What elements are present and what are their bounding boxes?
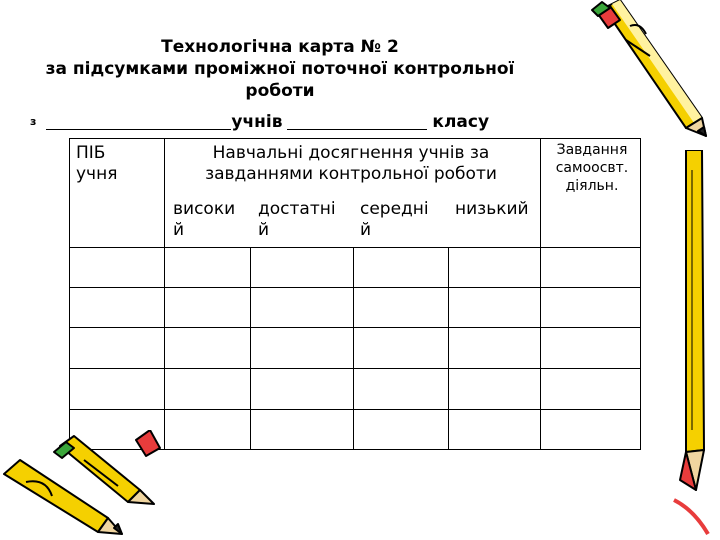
- table-row-line: [70, 287, 640, 288]
- level-sufficient-line-1: достатні: [258, 199, 336, 219]
- document-title: [0, 36, 560, 102]
- title-line-1: Технологічна карта № 2: [161, 37, 399, 57]
- class-line: [30, 112, 489, 132]
- level-sufficient-line-2: й: [258, 220, 270, 240]
- header-achievements-line-2: завданнями контрольної роботи: [205, 164, 497, 184]
- class-blank[interactable]: [287, 115, 427, 130]
- title-line-2: за підсумками проміжної поточної контрольної: [45, 59, 515, 79]
- level-average-line-1: середні: [360, 199, 429, 219]
- grid-line: [448, 247, 449, 449]
- level-high: [173, 199, 235, 241]
- grid-line: [250, 247, 251, 449]
- header-achievements-line-1: Навчальні досягнення учнів за: [212, 143, 490, 163]
- class-prefix: з: [30, 115, 37, 128]
- pencil-bottom-left-icon: [0, 430, 170, 540]
- table-row-line: [70, 409, 640, 410]
- table-row-line: [70, 368, 640, 369]
- title-line-3: роботи: [245, 81, 315, 101]
- header-self-study: [544, 141, 640, 195]
- level-high-line-2: й: [173, 220, 185, 240]
- grid-line: [540, 139, 541, 449]
- students-blank[interactable]: [46, 115, 231, 130]
- level-sufficient: [258, 199, 336, 241]
- students-word: учнів: [231, 112, 283, 132]
- header-self-study-line-3: діяльн.: [565, 178, 619, 194]
- class-word: класу: [432, 112, 490, 132]
- table-row-line: [70, 247, 640, 248]
- tech-card-table: [69, 138, 641, 450]
- level-low-line-1: низький: [455, 199, 529, 219]
- level-high-line-1: високи: [173, 199, 236, 219]
- table-row-line: [70, 327, 640, 328]
- header-achievements: [166, 143, 536, 185]
- header-self-study-line-1: Завдання: [556, 142, 628, 158]
- grid-line: [353, 247, 354, 449]
- pencil-top-right-icon: [590, 0, 710, 140]
- header-self-study-line-2: самоосвт.: [555, 160, 629, 176]
- grid-line: [164, 139, 165, 449]
- header-pib-line-1: ПІБ: [76, 143, 106, 163]
- pencil-right-icon: [672, 150, 720, 540]
- level-low: [455, 199, 529, 220]
- header-pib: [76, 143, 117, 185]
- level-average-line-2: й: [360, 220, 372, 240]
- level-average: [360, 199, 429, 241]
- header-pib-line-2: учня: [76, 164, 118, 184]
